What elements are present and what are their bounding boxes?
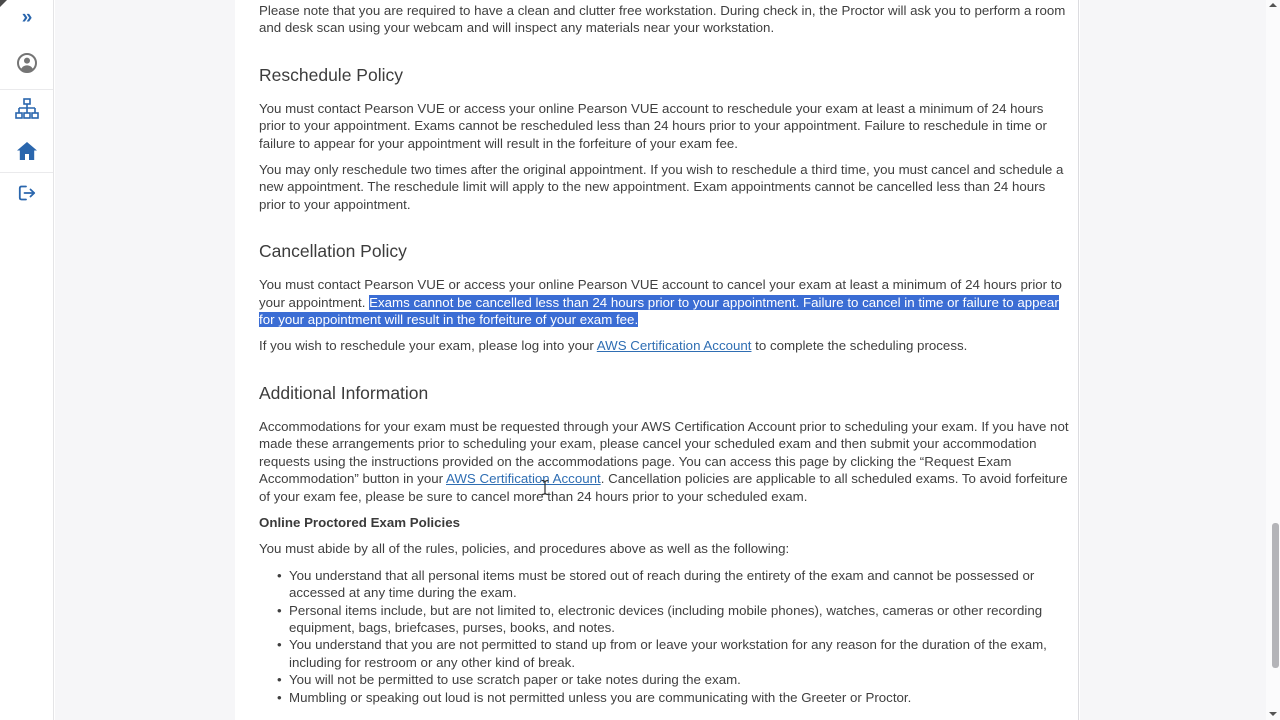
chevron-double-right-icon: » [21, 6, 32, 28]
accommodations-text-after: . Cancellation policies are applicable to all scheduled exams. To avoid forfeiture of your exam fee, please be sure to cancel more than 24 hours prior to your scheduled exam. [259, 471, 1068, 504]
person-circle-icon [16, 52, 38, 79]
logout-icon [16, 183, 38, 208]
home-button[interactable] [0, 136, 53, 170]
expand-sidebar-button[interactable] [0, 0, 53, 34]
online-proctored-intro: You must abide by all of the rules, policies, and procedures above as well as the following: [259, 541, 790, 557]
scrollbar-thumb[interactable] [1272, 523, 1279, 668]
home-icon [16, 141, 38, 166]
list-item: • Personal items include, but are not limited to, electronic devices (including mobile phones), watches, cameras or other recording equipment, bags, briefcases, purses, books, and notes. [289, 602, 1071, 637]
list-item: • Mumbling or speaking out loud is not permitted unless you are communicating with the Greeter or Proctor. [289, 689, 1071, 706]
list-item: • You understand that all personal items must be stored out of reach during the entirety of the exam and cannot be possessed or accessed at any time during the exam. [289, 567, 1071, 602]
policy-document [259, 0, 1071, 706]
scroll-down-arrow-icon[interactable] [1269, 712, 1277, 716]
sitemap-icon [15, 98, 39, 125]
additional-information-heading: Additional Information [259, 382, 429, 403]
cancellation-text: You must contact Pearson VUE or access your online Pearson VUE account to cancel your exam at least a minimum of 24 hours prior to your appointment. [259, 277, 1062, 310]
cancellation-paragraph-2 [259, 337, 1071, 354]
online-policy-list [259, 567, 1071, 706]
cancellation-reschedule-text: If you wish to reschedule your exam, please log into your [259, 338, 597, 354]
selected-text-highlight: Exams cannot be cancelled less than 24 hours prior to your appointment. Failure to cancel in time or failure to appear for your appointment will result in the forfeiture of your exam fee. [259, 294, 1059, 328]
list-item: • You understand that you are not permitted to stand up from or leave your workstation for any reason for the duration of the exam, including for restroom or any other kind of break. [289, 636, 1071, 671]
logout-button[interactable] [0, 178, 53, 212]
intro-paragraph: Please note that you are required to have a clean and clutter free workstation. During check in, the Proctor will ask you to perform a room and desk scan using your webcam and will inspect any materials near your workstation. [259, 3, 1066, 36]
aws-certification-account-link[interactable]: AWS Certification Account [446, 471, 601, 487]
sidebar-divider [0, 89, 53, 90]
reschedule-policy-heading: Reschedule Policy [259, 64, 403, 85]
scroll-up-arrow-icon[interactable] [1269, 3, 1277, 7]
left-gutter [55, 0, 235, 720]
account-button[interactable] [0, 48, 53, 82]
online-proctored-heading: Online Proctored Exam Policies [259, 514, 460, 530]
right-gutter [1080, 0, 1280, 720]
sidebar [0, 0, 54, 720]
additional-paragraph-1 [259, 418, 1071, 505]
corner-mark [0, 0, 7, 7]
cancellation-paragraph-1 [259, 276, 1071, 328]
cancellation-reschedule-text-after: to complete the scheduling process. [751, 338, 968, 354]
reschedule-paragraph-2: You may only reschedule two times after the original appointment. If you wish to reschedule a third time, you must cancel and schedule a new appointment. The reschedule limit will apply to the new appointment. Exam appointments cannot be cancelled less than 24 hours prior to your appointment. [259, 162, 1064, 212]
sidebar-divider [0, 172, 53, 173]
reschedule-paragraph-1: You must contact Pearson VUE or access your online Pearson VUE account to reschedule your exam at least a minimum of 24 hours prior to your appointment. Exams cannot be rescheduled less than 24 hours prior to your appointment. Failure to reschedule in time or failure to appear for your appointment will result in the forfeiture of your exam fee. [259, 100, 1047, 151]
cancellation-policy-heading: Cancellation Policy [259, 241, 407, 262]
accommodations-text: Accommodations for your exam must be requested through your AWS Certification Account prior to scheduling your exam. If you have not made these arrangements prior to scheduling your exam, please cancel your scheduled exam and then submit your accommodation requests using the instructions provided on the accommodations page. You can access this page by clicking the “Request Exam Accommodation” button in your [259, 418, 1069, 487]
aws-certification-account-link[interactable]: AWS Certification Account [596, 338, 752, 354]
list-item: • You will not be permitted to use scratch paper or take notes during the exam. [289, 671, 1071, 688]
sitemap-button[interactable] [0, 94, 53, 128]
